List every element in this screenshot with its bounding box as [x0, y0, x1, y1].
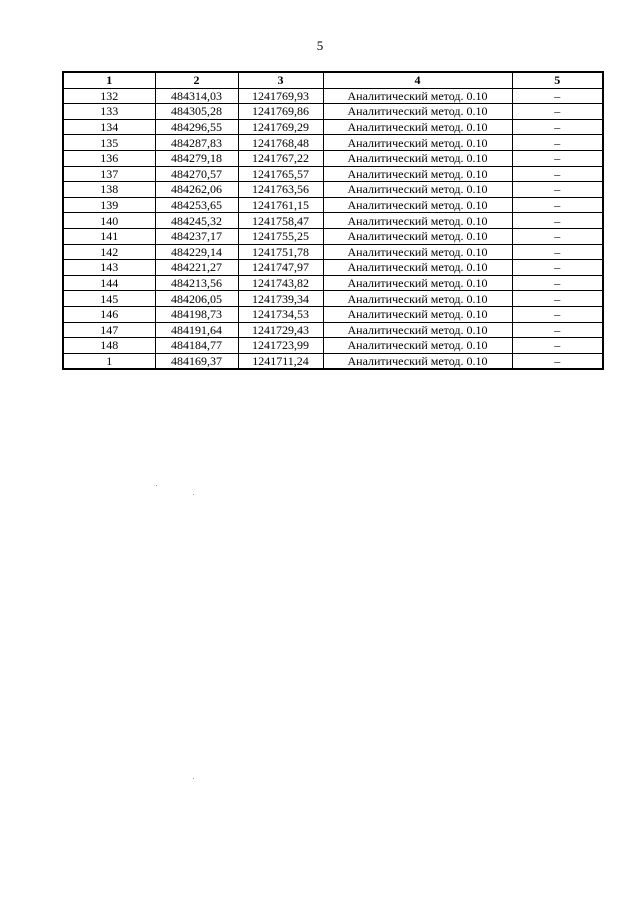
- table-row: [63, 104, 603, 120]
- table-cell: 484198,73: [155, 306, 238, 322]
- table-row: [63, 213, 603, 229]
- table-cell: –: [512, 353, 603, 369]
- table-cell: 1241769,86: [238, 104, 323, 120]
- table-cell: Аналитический метод. 0.10: [323, 353, 512, 369]
- table-cell: Аналитический метод. 0.10: [323, 291, 512, 307]
- table-cell: Аналитический метод. 0.10: [323, 150, 512, 166]
- table-cell: 484305,28: [155, 104, 238, 120]
- table-cell: 133: [63, 104, 155, 120]
- table-cell: 1241769,93: [238, 88, 323, 104]
- table-cell: –: [512, 275, 603, 291]
- table-cell: –: [512, 197, 603, 213]
- table-cell: Аналитический метод. 0.10: [323, 197, 512, 213]
- table-cell: 1241761,15: [238, 197, 323, 213]
- table-cell: 484213,56: [155, 275, 238, 291]
- table-cell: –: [512, 291, 603, 307]
- table-cell: Аналитический метод. 0.10: [323, 104, 512, 120]
- scan-speck: [193, 778, 194, 779]
- table-row: [63, 166, 603, 182]
- table-cell: –: [512, 166, 603, 182]
- table-row: [63, 338, 603, 354]
- table-cell: 484229,14: [155, 244, 238, 260]
- table-cell: 136: [63, 150, 155, 166]
- table-row: [63, 322, 603, 338]
- table-cell: 1241758,47: [238, 213, 323, 229]
- table-cell: 132: [63, 88, 155, 104]
- table-cell: 1241723,99: [238, 338, 323, 354]
- table-cell: 1241743,82: [238, 275, 323, 291]
- table-row: [63, 119, 603, 135]
- table-cell: 148: [63, 338, 155, 354]
- table-body: [63, 88, 603, 369]
- table-cell: 484245,32: [155, 213, 238, 229]
- table-cell: –: [512, 150, 603, 166]
- table-cell: 1241769,29: [238, 119, 323, 135]
- table-cell: 145: [63, 291, 155, 307]
- table-cell: 484184,77: [155, 338, 238, 354]
- table-cell: 1241711,24: [238, 353, 323, 369]
- table-cell: –: [512, 338, 603, 354]
- table-cell: Аналитический метод. 0.10: [323, 166, 512, 182]
- table-cell: 484314,03: [155, 88, 238, 104]
- table-cell: –: [512, 135, 603, 151]
- table-cell: Аналитический метод. 0.10: [323, 260, 512, 276]
- table-row: [63, 150, 603, 166]
- table-cell: –: [512, 88, 603, 104]
- column-header: 5: [512, 72, 603, 88]
- table-cell: Аналитический метод. 0.10: [323, 244, 512, 260]
- table-cell: 142: [63, 244, 155, 260]
- table-cell: 1241739,34: [238, 291, 323, 307]
- table-cell: 1241729,43: [238, 322, 323, 338]
- table-cell: 1: [63, 353, 155, 369]
- table-cell: 144: [63, 275, 155, 291]
- table-cell: 484279,18: [155, 150, 238, 166]
- table-cell: 143: [63, 260, 155, 276]
- table-cell: 141: [63, 228, 155, 244]
- table-cell: –: [512, 213, 603, 229]
- table-cell: 1241751,78: [238, 244, 323, 260]
- table-cell: 1241765,57: [238, 166, 323, 182]
- table-cell: Аналитический метод. 0.10: [323, 322, 512, 338]
- table-cell: Аналитический метод. 0.10: [323, 306, 512, 322]
- table-row: [63, 291, 603, 307]
- table-cell: 484169,37: [155, 353, 238, 369]
- table-cell: 1241747,97: [238, 260, 323, 276]
- table-cell: 139: [63, 197, 155, 213]
- table-cell: 146: [63, 306, 155, 322]
- table-header-row: [63, 72, 603, 88]
- table-row: [63, 197, 603, 213]
- table-cell: 484262,06: [155, 182, 238, 198]
- table-cell: –: [512, 322, 603, 338]
- table-cell: 135: [63, 135, 155, 151]
- column-header: 1: [63, 72, 155, 88]
- table-cell: 1241767,22: [238, 150, 323, 166]
- table-cell: 1241734,53: [238, 306, 323, 322]
- table-cell: 1241755,25: [238, 228, 323, 244]
- table-cell: 137: [63, 166, 155, 182]
- table-cell: Аналитический метод. 0.10: [323, 213, 512, 229]
- table-cell: 484191,64: [155, 322, 238, 338]
- table-cell: 484287,83: [155, 135, 238, 151]
- column-header: 3: [238, 72, 323, 88]
- scan-speck: [156, 485, 157, 486]
- table-cell: 484206,05: [155, 291, 238, 307]
- table-cell: Аналитический метод. 0.10: [323, 119, 512, 135]
- table-cell: –: [512, 228, 603, 244]
- table-cell: 140: [63, 213, 155, 229]
- table-row: [63, 353, 603, 369]
- table-cell: –: [512, 104, 603, 120]
- table-cell: Аналитический метод. 0.10: [323, 88, 512, 104]
- table-cell: 484253,65: [155, 197, 238, 213]
- table-cell: Аналитический метод. 0.10: [323, 338, 512, 354]
- table-row: [63, 306, 603, 322]
- table-cell: Аналитический метод. 0.10: [323, 135, 512, 151]
- scan-speck: [193, 494, 194, 495]
- table-cell: Аналитический метод. 0.10: [323, 182, 512, 198]
- column-header: 2: [155, 72, 238, 88]
- table-row: [63, 88, 603, 104]
- table-row: [63, 135, 603, 151]
- page-number: 5: [316, 38, 324, 53]
- coordinates-table: [62, 71, 604, 370]
- table-cell: 1241763,56: [238, 182, 323, 198]
- table-cell: –: [512, 306, 603, 322]
- table-cell: –: [512, 244, 603, 260]
- table-cell: 134: [63, 119, 155, 135]
- table-cell: 484221,27: [155, 260, 238, 276]
- table-cell: 484296,55: [155, 119, 238, 135]
- table-cell: –: [512, 119, 603, 135]
- table-cell: 484237,17: [155, 228, 238, 244]
- table-row: [63, 182, 603, 198]
- table-cell: 484270,57: [155, 166, 238, 182]
- table-cell: 138: [63, 182, 155, 198]
- table-row: [63, 244, 603, 260]
- table-cell: 1241768,48: [238, 135, 323, 151]
- table-cell: Аналитический метод. 0.10: [323, 228, 512, 244]
- table-row: [63, 260, 603, 276]
- table-cell: Аналитический метод. 0.10: [323, 275, 512, 291]
- table-cell: 147: [63, 322, 155, 338]
- table-cell: –: [512, 182, 603, 198]
- table-cell: –: [512, 260, 603, 276]
- table-row: [63, 275, 603, 291]
- column-header: 4: [323, 72, 512, 88]
- table-row: [63, 228, 603, 244]
